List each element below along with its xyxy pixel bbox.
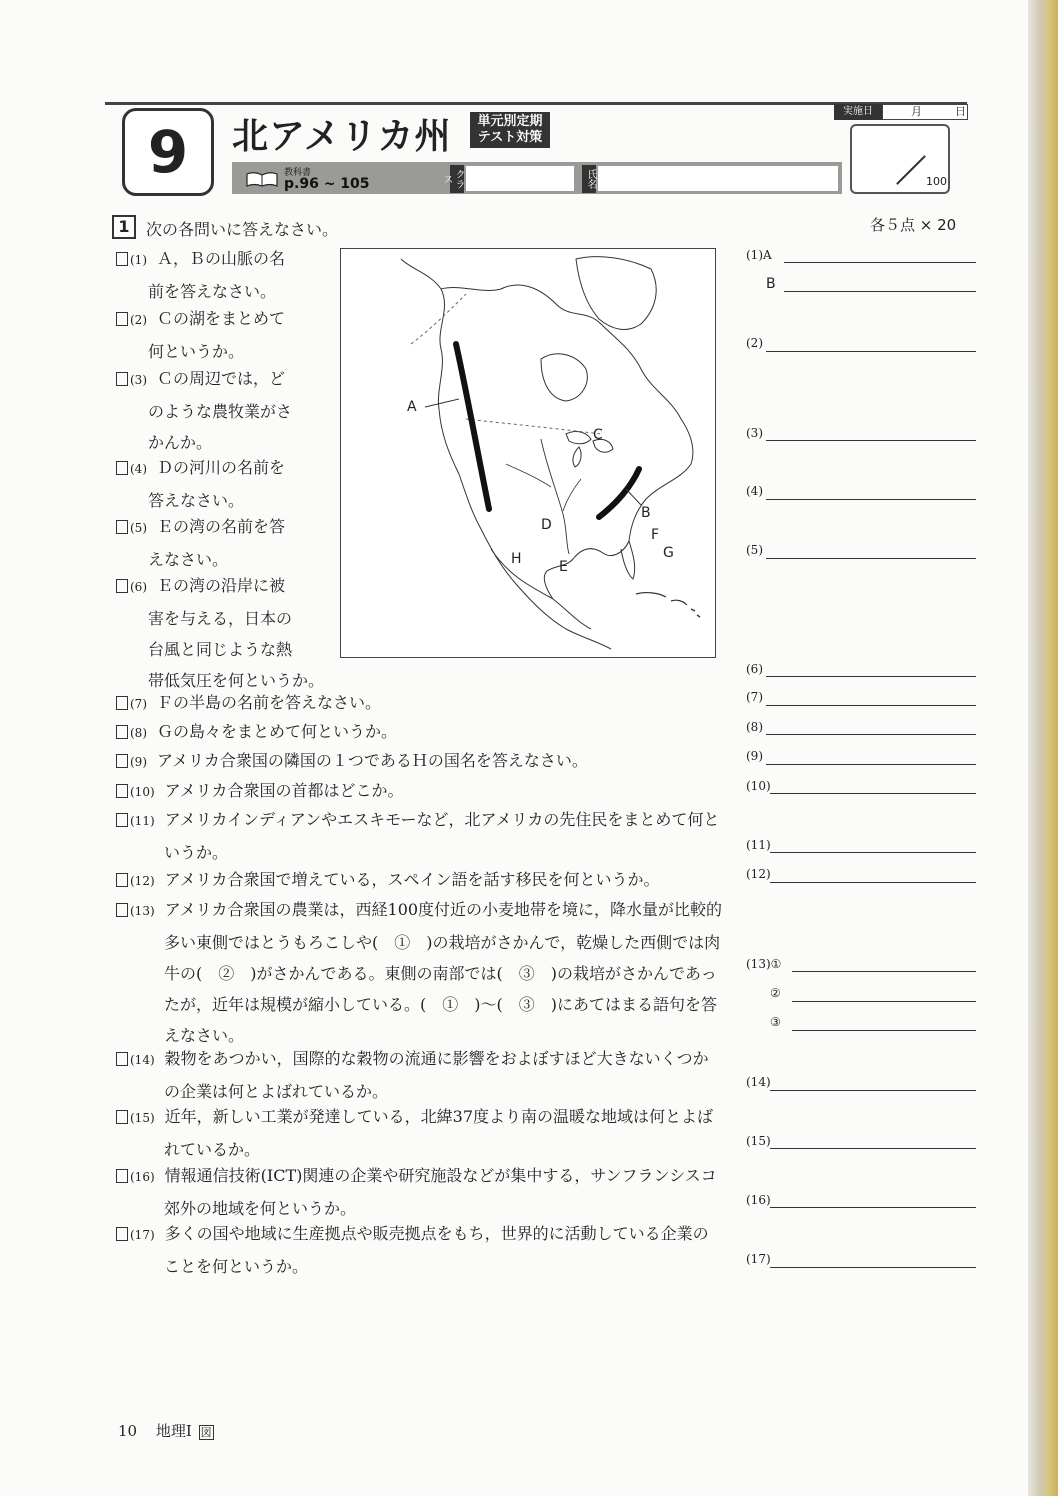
textbook-label: 教科書	[284, 168, 312, 178]
class-label: クラス	[450, 165, 464, 193]
answer-label-3: (3)	[746, 426, 763, 440]
map-label-g: G	[663, 545, 674, 561]
answer-line-8[interactable]	[766, 734, 976, 735]
answer-line-13-1[interactable]	[792, 971, 976, 972]
map-label-e: E	[559, 559, 568, 575]
question-checkbox[interactable]	[116, 725, 128, 739]
answer-label-2: (2)	[746, 336, 763, 350]
answer-label-13-3: ③	[770, 1015, 781, 1029]
question-checkbox[interactable]	[116, 754, 128, 768]
points-note: 各５点 × 20	[870, 216, 957, 234]
answer-line-15[interactable]	[770, 1148, 976, 1149]
question-7: (7) Ｆの半島の名前を答えなさい。	[116, 687, 726, 720]
answer-label-15: (15)	[746, 1134, 771, 1148]
page-title: 北アメリカ州	[232, 116, 452, 157]
map-label-h: H	[511, 551, 522, 567]
question-6: (6) Ｅの湾の沿岸に被 害を与える，日本の 台風と同じような熱 帯低気圧を何というか。	[116, 570, 356, 696]
answer-label-8: (8)	[746, 720, 763, 734]
answer-line-9[interactable]	[766, 764, 976, 765]
answer-line-10[interactable]	[770, 793, 976, 794]
tag-line-2: テスト対策	[477, 130, 543, 145]
answer-line-4[interactable]	[766, 499, 976, 500]
day-label: 日	[955, 105, 966, 118]
textbook-pages: p.96 ~ 105	[284, 176, 370, 192]
question-8: (8) Ｇの島々をまとめて何というか。	[116, 716, 726, 749]
subject-badge: 図	[200, 1426, 212, 1439]
answer-line-12[interactable]	[770, 882, 976, 883]
question-checkbox[interactable]	[116, 813, 128, 827]
answer-label-13-1: (13)①	[746, 957, 782, 971]
answer-line-13-3[interactable]	[792, 1030, 976, 1031]
answer-label-4: (4)	[746, 484, 763, 498]
answer-line-1a[interactable]	[784, 262, 976, 263]
question-16: (16) 情報通信技術(ICT)関連の企業や研究施設などが集中する，サンフランシスコ郊外の地域を何というか。	[116, 1160, 724, 1224]
answer-label-5: (5)	[746, 543, 763, 557]
date-field[interactable]	[882, 104, 968, 120]
question-checkbox[interactable]	[116, 252, 128, 266]
question-2: (2) Ｃの湖をまとめて 何というか。	[116, 303, 336, 367]
score-total: 100	[926, 175, 947, 188]
question-checkbox[interactable]	[116, 873, 128, 887]
answer-line-6[interactable]	[766, 676, 976, 677]
answer-label-13-2: ②	[770, 986, 781, 1000]
question-1: (1) Ａ，Ｂの山脈の名 前を答えなさい。	[116, 243, 336, 307]
question-4: (4) Ｄの河川の名前を 答えなさい。	[116, 452, 336, 516]
answer-line-11[interactable]	[770, 852, 976, 853]
answer-label-1b: B	[766, 276, 776, 292]
answer-line-17[interactable]	[770, 1267, 976, 1268]
map-label-a: A	[407, 399, 417, 415]
question-checkbox[interactable]	[116, 312, 128, 326]
answer-line-5[interactable]	[766, 558, 976, 559]
question-12: (12) アメリカ合衆国で増えている，スペイン語を話す移民を何というか。	[116, 864, 726, 897]
name-label: 氏名	[582, 165, 596, 193]
answer-line-7[interactable]	[766, 705, 976, 706]
question-checkbox[interactable]	[116, 1169, 128, 1183]
subject-label: 地理Ⅰ	[155, 1422, 192, 1440]
section-instruction: 次の各問いに答えなさい。	[146, 220, 339, 239]
tag-line-1: 単元別定期	[477, 114, 543, 129]
question-checkbox[interactable]	[116, 461, 128, 475]
answer-label-10: (10)	[746, 779, 771, 793]
question-11: (11) アメリカインディアンやエスキモーなど，北アメリカの先住民をまとめて何というか。	[116, 804, 724, 868]
question-checkbox[interactable]	[116, 903, 128, 917]
answer-line-16[interactable]	[770, 1207, 976, 1208]
month-label: 月	[911, 105, 922, 118]
question-checkbox[interactable]	[116, 372, 128, 386]
question-checkbox[interactable]	[116, 1052, 128, 1066]
test-tag	[470, 112, 550, 148]
question-checkbox[interactable]	[116, 784, 128, 798]
answer-label-11: (11)	[746, 838, 771, 852]
question-checkbox[interactable]	[116, 520, 128, 534]
class-field[interactable]	[466, 166, 574, 191]
question-checkbox[interactable]	[116, 579, 128, 593]
answer-label-14: (14)	[746, 1075, 771, 1089]
page-number: 10	[118, 1422, 138, 1440]
question-checkbox[interactable]	[116, 1227, 128, 1241]
answer-label-1a: (1)A	[746, 248, 772, 262]
map-outline	[341, 249, 715, 657]
question-13: (13) アメリカ合衆国の農業は，西経100度付近の小麦地帯を境に，降水量が比較的多い東側ではとうもろこしや( ① )の栽培がさかんで，乾燥した西側では肉牛の( ② )がさかんである。東側の南部では( ③ )の栽培がさかんであったが，近年は規模が縮小している。( ① )～( ③ )にあてはまる語句を答えなさい。	[116, 894, 724, 1051]
answer-line-1b[interactable]	[784, 291, 976, 292]
answer-label-6: (6)	[746, 662, 763, 676]
answer-line-3[interactable]	[766, 440, 976, 441]
question-checkbox[interactable]	[116, 696, 128, 710]
answer-line-14[interactable]	[770, 1090, 976, 1091]
book-icon	[246, 171, 278, 187]
question-3: (3) Ｃの周辺では，ど のような農牧業がさ かんか。	[116, 363, 336, 458]
page-footer	[118, 1420, 214, 1441]
answer-label-16: (16)	[746, 1193, 771, 1207]
section-number: 1	[112, 215, 136, 239]
question-5: (5) Ｅの湾の名前を答 えなさい。	[116, 511, 336, 575]
question-17: (17) 多くの国や地域に生産拠点や販売拠点をもち，世界的に活動している企業のことを何というか。	[116, 1218, 724, 1282]
map-label-d: D	[541, 517, 552, 533]
date-label: 実施日	[834, 104, 882, 120]
question-10: (10) アメリカ合衆国の首都はどこか。	[116, 775, 726, 808]
question-9: (9) アメリカ合衆国の隣国の１つであるＨの国名を答えなさい。	[116, 745, 726, 778]
page-edge	[1028, 0, 1058, 1496]
answer-label-12: (12)	[746, 867, 771, 881]
answer-line-13-2[interactable]	[792, 1001, 976, 1002]
question-15: (15) 近年，新しい工業が発達している，北緯37度より南の温暖な地域は何とよばれているか。	[116, 1101, 724, 1165]
map-label-b: B	[641, 505, 651, 521]
unit-number: 9	[122, 108, 214, 196]
name-field[interactable]	[598, 166, 838, 191]
question-checkbox[interactable]	[116, 1110, 128, 1124]
map-label-c: C	[593, 427, 603, 443]
answer-label-17: (17)	[746, 1252, 771, 1266]
question-14: (14) 穀物をあつかい，国際的な穀物の流通に影響をおよぼすほど大きないくつかの企業は何とよばれているか。	[116, 1043, 724, 1107]
north-america-map	[340, 248, 716, 658]
answer-label-9: (9)	[746, 749, 763, 763]
answer-line-2[interactable]	[766, 351, 976, 352]
map-label-f: F	[651, 527, 660, 543]
answer-label-7: (7)	[746, 690, 763, 704]
